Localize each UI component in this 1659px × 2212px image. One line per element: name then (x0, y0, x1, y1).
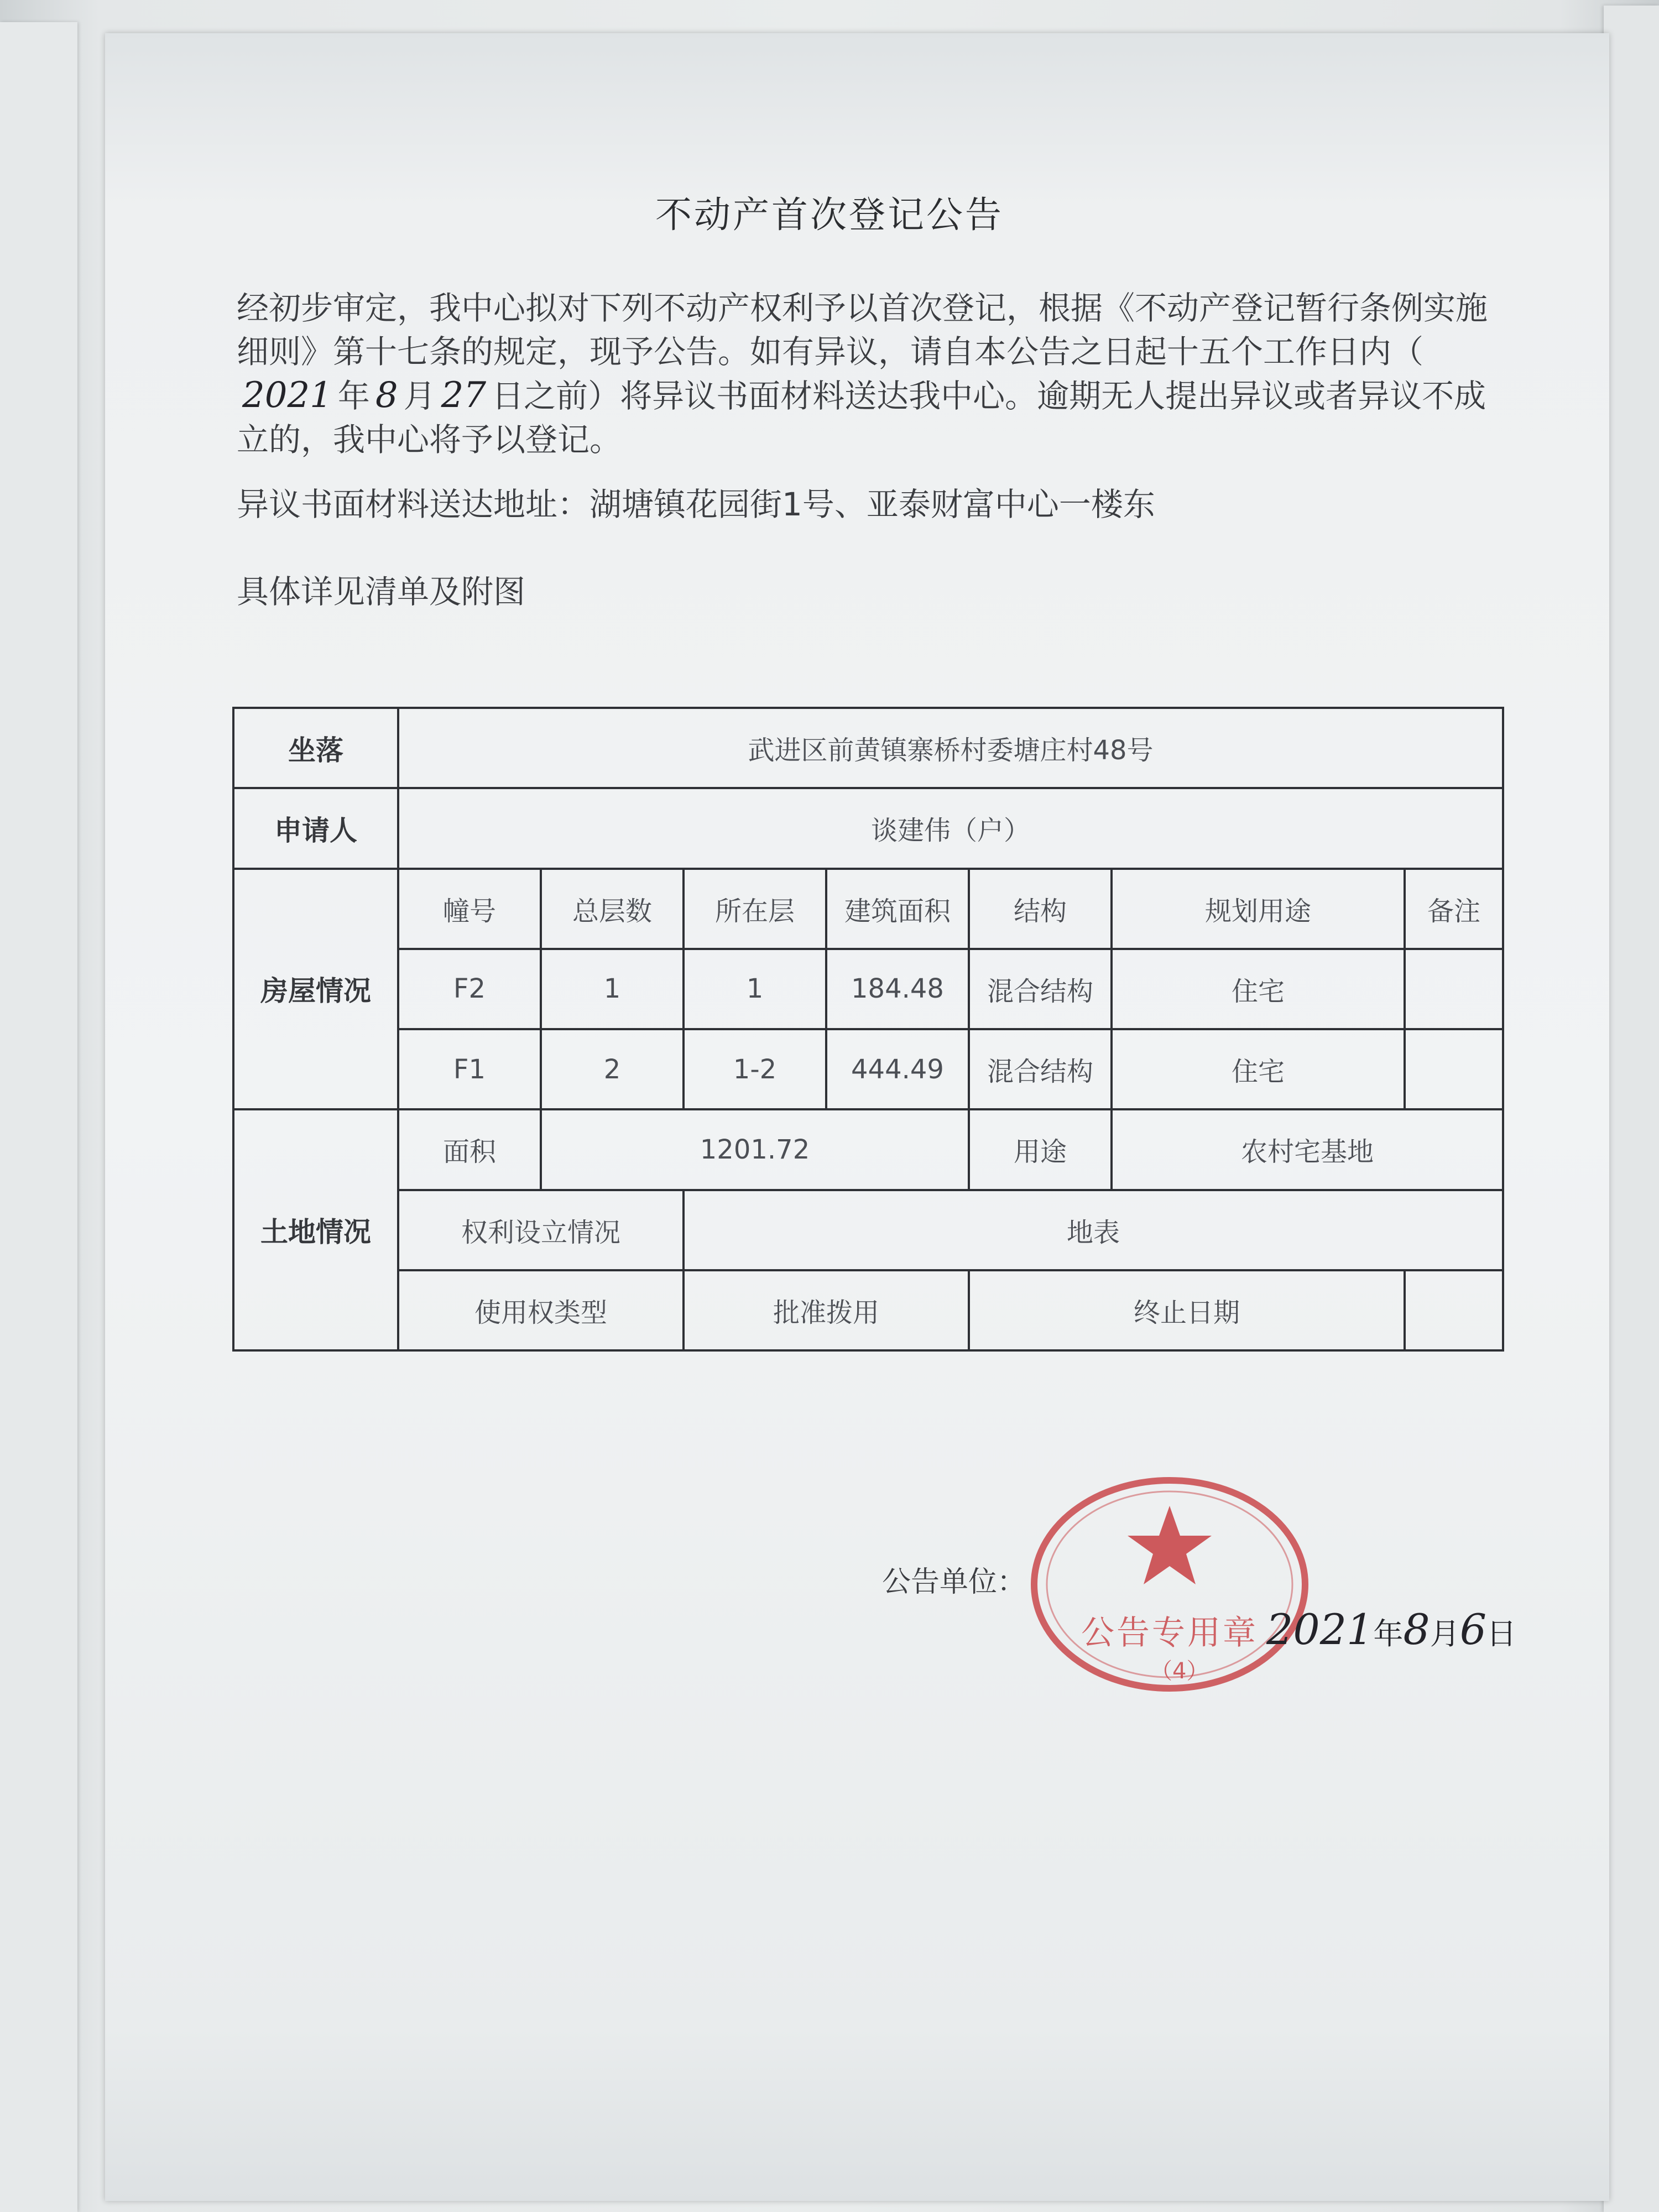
property-info-table (232, 707, 1504, 1352)
house-header-cell: 规划用途 (1112, 869, 1405, 949)
house-cell: 1 (541, 949, 684, 1029)
table-row (233, 1029, 1503, 1109)
detail-note: 具体详见清单及附图 (237, 573, 526, 611)
house-cell: 2 (541, 1029, 684, 1109)
usage-value: 农村宅基地 (1112, 1109, 1503, 1190)
notice-paragraph (237, 286, 1498, 462)
location-value: 武进区前黄镇寨桥村委塘庄村48号 (398, 708, 1503, 788)
house-cell (1405, 949, 1503, 1029)
adjacent-sheet-right (1604, 6, 1659, 2212)
day-char: 日 (1486, 1616, 1517, 1651)
table-row (233, 708, 1503, 788)
area-label: 面积 (398, 1109, 541, 1190)
issue-day: 6 (1459, 1605, 1487, 1654)
house-header-cell: 总层数 (541, 869, 684, 949)
land-label: 土地情况 (233, 1109, 398, 1350)
objection-address: 异议书面材料送达地址：湖塘镇花园街1号、亚泰财富中心一楼东 (237, 486, 1155, 523)
month-char: 月 (403, 377, 436, 415)
location-label: 坐落 (233, 708, 398, 788)
table-row (233, 788, 1503, 868)
issuer-label: 公告单位： (882, 1566, 1026, 1599)
rights-label: 权利设立情况 (398, 1190, 684, 1270)
usetype-label: 使用权类型 (398, 1270, 684, 1350)
house-cell: 1-2 (684, 1029, 826, 1109)
house-cell: 444.49 (826, 1029, 969, 1109)
house-label: 房屋情况 (233, 869, 398, 1110)
house-cell: F1 (398, 1029, 541, 1109)
year-char: 年 (337, 377, 370, 415)
rights-value: 地表 (684, 1190, 1503, 1270)
handwritten-deadline-year: 2021 (242, 375, 332, 416)
table-row (233, 1270, 1503, 1350)
table-row (233, 1109, 1503, 1190)
stamp-number: （4） (1150, 1658, 1209, 1684)
year-char: 年 (1373, 1616, 1404, 1651)
enddate-value (1405, 1270, 1503, 1350)
handwritten-deadline-month: 8 (375, 375, 398, 416)
issue-year: 2021 (1266, 1605, 1374, 1654)
house-header-row (233, 869, 1503, 949)
area-value: 1201.72 (541, 1109, 969, 1190)
house-header-cell: 备注 (1405, 869, 1503, 949)
issue-month: 8 (1403, 1605, 1430, 1654)
house-cell: 1 (684, 949, 826, 1029)
para-text-before: 经初步审定，我中心拟对下列不动产权利予以首次登记，根据《不动产登记暂行条例实施细则》第十七条的规定，现予公告。如有异议，请自本公告之日起十五个工作日内（ (237, 289, 1488, 371)
house-header-cell: 幢号 (398, 869, 541, 949)
adjacent-sheet-left (0, 22, 77, 2212)
usage-label: 用途 (969, 1109, 1112, 1190)
stamp-text: 公告专用章 (1081, 1614, 1258, 1652)
house-header-cell: 建筑面积 (826, 869, 969, 949)
house-header-cell: 所在层 (684, 869, 826, 949)
house-cell: 住宅 (1112, 949, 1405, 1029)
handwritten-issue-date (1266, 1605, 1516, 1654)
house-cell: 混合结构 (969, 949, 1112, 1029)
month-char: 月 (1430, 1616, 1460, 1651)
handwritten-deadline-day: 27 (441, 375, 487, 416)
usetype-value: 批准拨用 (684, 1270, 969, 1350)
house-header-cell: 结构 (969, 869, 1112, 949)
house-cell: 住宅 (1112, 1029, 1405, 1109)
enddate-label: 终止日期 (969, 1270, 1405, 1350)
house-cell: 混合结构 (969, 1029, 1112, 1109)
house-cell (1405, 1029, 1503, 1109)
house-cell: F2 (398, 949, 541, 1029)
notice-title: 不动产首次登记公告 (655, 194, 1004, 236)
star-icon (1128, 1506, 1212, 1584)
house-cell: 184.48 (826, 949, 969, 1029)
table-row (233, 949, 1503, 1029)
applicant-label: 申请人 (233, 788, 398, 868)
table-row (233, 1190, 1503, 1270)
applicant-value: 谈建伟（户） (398, 788, 1503, 868)
para-text-after: 日之前）将异议书面材料送达我中心。逾期无人提出异议或者异议不成立的，我中心将予以登记。 (237, 377, 1486, 458)
